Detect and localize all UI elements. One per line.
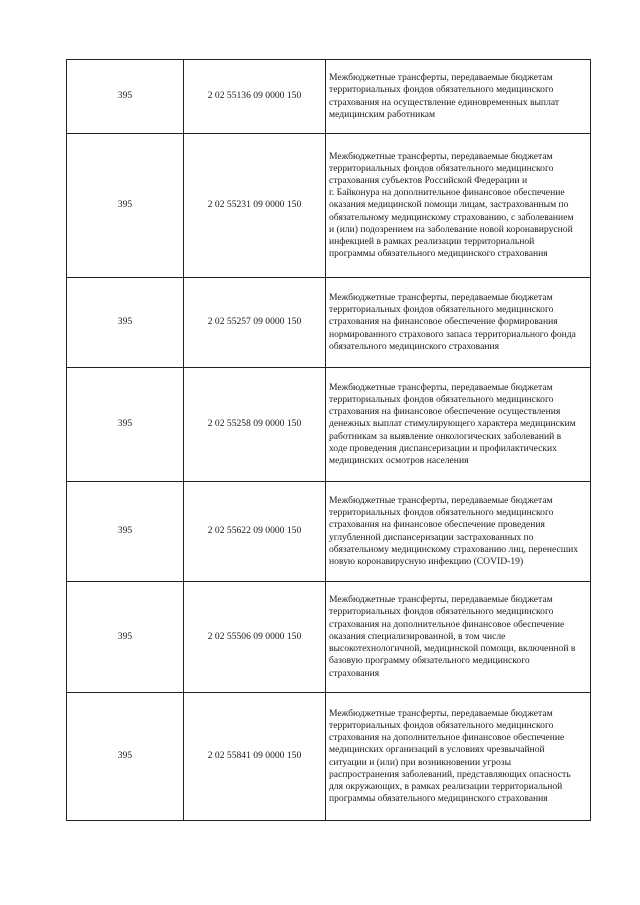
description-text: Межбюджетные трансферты, передаваемые бюджетам территориальных фондов обязательного медицинского страхования на финансовое обеспечение формирования нормированного страхового запаса территориального фонда обязательного медицинского страхования [329,291,576,352]
description-cell [326,482,591,582]
description-text: Межбюджетные трансферты, передаваемые бюджетам территориальных фондов обязательного медицинского страхования на финансовое обеспечение проведения углубленной диспансеризации застрахованных по обязательному медицинскому страхованию лиц, перенесших новую коронавирусную инфекцию (COVID-19) [329,494,579,567]
description-cell [326,60,591,134]
admin-code-cell: 395 [67,482,184,582]
table-row [67,693,591,821]
description-text: Межбюджетные трансферты, передаваемые бюджетам территориальных фондов обязательного медицинского страхования субъектов Российской Федерации и г. Байконура на дополнительное финансовое обеспечение оказания медицинской помощи лицам, застрахованным по обязательному медицинскому страхованию, с заболеванием и (или) подозрением на заболевание новой коронавирусной инфекцией в рамках реализации территориальной программы обязательного медицинского страхования [329,150,574,260]
description-cell [326,134,591,278]
description-cell [326,368,591,482]
table-row [67,582,591,693]
table-row [67,482,591,582]
table-row [67,368,591,482]
budget-code-cell: 2 02 55258 09 0000 150 [184,368,326,482]
budget-code-cell: 2 02 55257 09 0000 150 [184,278,326,368]
description-text: Межбюджетные трансферты, передаваемые бюджетам территориальных фондов обязательного медицинского страхования на дополнительное финансовое обеспечение медицинских организаций в условиях чрезвычайной ситуации и (или) при возникновении угрозы распространения заболеваний, представляющих опасность для окружающих, в рамках реализации территориальной программы обязательного медицинского страхования [329,707,571,805]
admin-code-cell: 395 [67,693,184,821]
table-body [67,60,591,821]
budget-code-cell: 2 02 55622 09 0000 150 [184,482,326,582]
description-text: Межбюджетные трансферты, передаваемые бюджетам территориальных фондов обязательного медицинского страхования на осуществление единовременных выплат медицинским работникам [329,72,560,120]
description-cell [326,582,591,693]
table-row [67,134,591,278]
description-cell [326,278,591,368]
table-row [67,278,591,368]
budget-code-cell: 2 02 55231 09 0000 150 [184,134,326,278]
budget-classification-table [66,59,591,821]
admin-code-cell: 395 [67,278,184,368]
budget-code-cell: 2 02 55506 09 0000 150 [184,582,326,693]
table-row [67,60,591,134]
description-text: Межбюджетные трансферты, передаваемые бюджетам территориальных фондов обязательного медицинского страхования на дополнительное финансовое обеспечение оказания специализированной, в том числе высокотехнологичной, медицинской помощи, включенной в базовую программу обязательного медицинского страхования [329,594,576,679]
admin-code-cell: 395 [67,368,184,482]
description-text: Межбюджетные трансферты, передаваемые бюджетам территориальных фондов обязательного медицинского страхования на финансовое обеспечение осуществления денежных выплат стимулирующего характера медицинским работникам за выявление онкологических заболеваний в ходе проведения диспансеризации и профилактических медицинских осмотров населения [329,381,576,466]
admin-code-cell: 395 [67,60,184,134]
description-cell [326,693,591,821]
admin-code-cell: 395 [67,134,184,278]
admin-code-cell: 395 [67,582,184,693]
budget-code-cell: 2 02 55841 09 0000 150 [184,693,326,821]
budget-code-cell: 2 02 55136 09 0000 150 [184,60,326,134]
